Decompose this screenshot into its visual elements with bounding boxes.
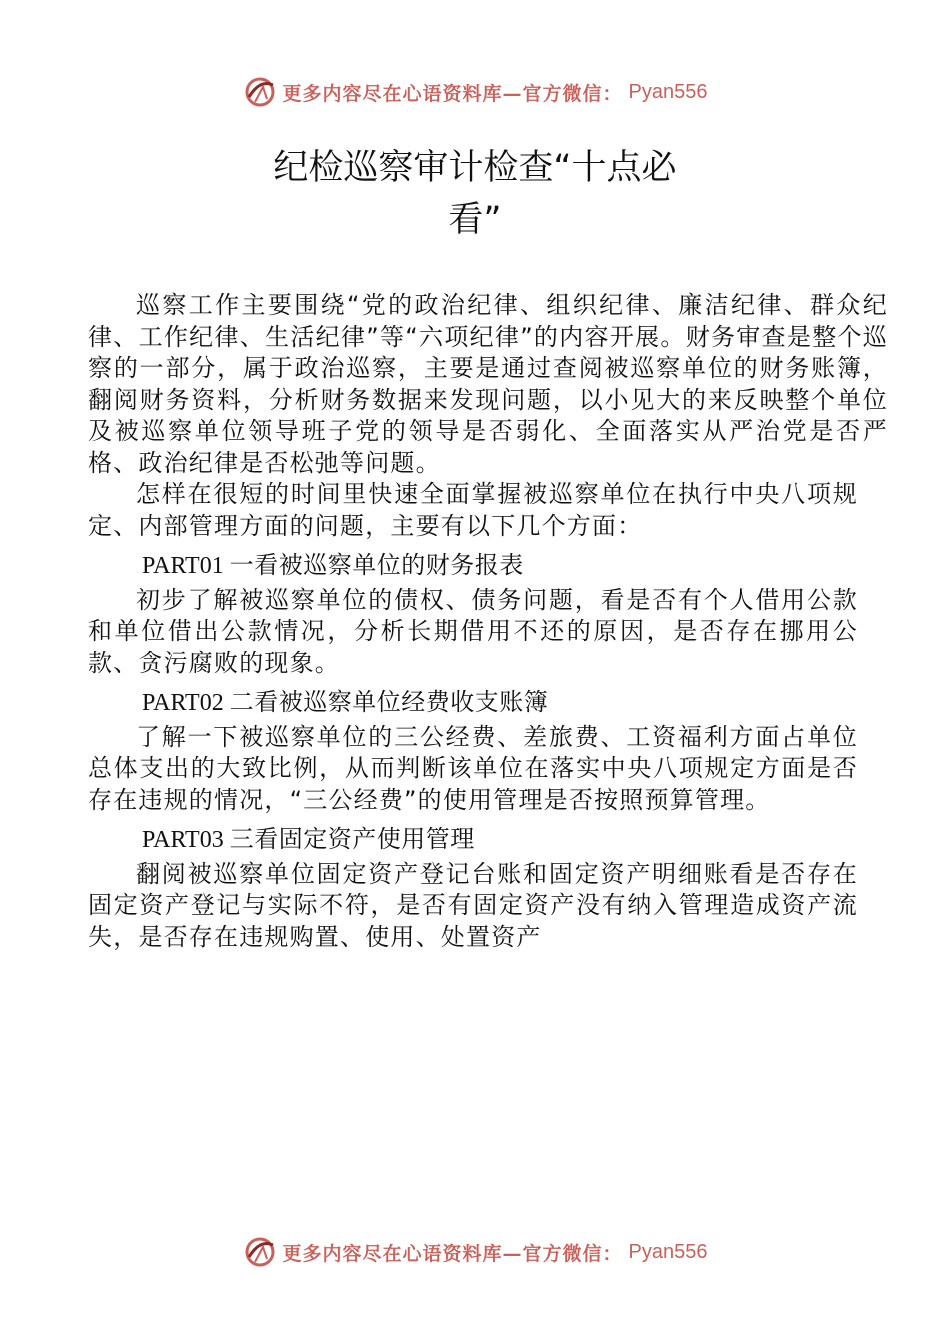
part-02-label: PART02 — [142, 690, 224, 716]
part-03-body: 翻阅被巡察单位固定资产登记台账和固定资产明细账看是否存在固定资产登记与实际不符，是否有固定资产没有纳入管理造成资产流失，是否存在违规购置、使用、处置资产 — [88, 859, 858, 951]
footer-wechat-id: Pyan556 — [628, 1240, 708, 1263]
part-02-title: 二看被巡察单位经费收支账簿 — [229, 688, 549, 716]
title-line-2: 看” — [448, 200, 502, 240]
part-01-label: PART01 — [142, 553, 224, 579]
part-01-title: 一看被巡察单位的财务报表 — [229, 551, 524, 579]
header-banner — [0, 72, 950, 112]
part-01-body: 初步了解被巡察单位的债权、债务问题，看是否有个人借用公款和单位借出公款情况，分析长期借用不还的原因，是否存在挪用公款、贪污腐败的现象。 — [88, 585, 858, 677]
part-03-heading — [88, 824, 888, 857]
part-02-heading — [88, 687, 888, 720]
part-02-body: 了解一下被巡察单位的三公经费、差旅费、工资福利方面占单位总体支出的大致比例，从而判断该单位在落实中央八项规定方面是否存在违规的情况，“三公经费”的使用管理是否按照预算管理。 — [88, 722, 858, 814]
footer-banner-text: 更多内容尽在心语资料库—官方微信： — [282, 1242, 623, 1265]
brand-logo-icon — [243, 1235, 277, 1269]
part-01-heading — [88, 550, 888, 583]
footer-banner — [0, 1232, 950, 1272]
header-banner-text: 更多内容尽在心语资料库—官方微信： — [282, 82, 623, 105]
document-body — [88, 290, 888, 953]
title-line-1: 纪检巡察审计检查“十点必 — [273, 148, 677, 188]
intro-paragraph: 巡察工作主要围绕“党的政治纪律、组织纪律、廉洁纪律、群众纪律、工作纪律、生活纪律”等“六项纪律”的内容开展。财务审查是整个巡察的一部分，属于政治巡察，主要是通过查阅被巡察单位的财务账簿，翻阅财务资料，分析财务数据来发现问题，以小见大的来反映整个单位及被巡察单位领导班子党的领导是否弱化、全面落实从严治党是否严格、政治纪律是否松弛等问题。 — [88, 291, 888, 477]
brand-logo-icon — [243, 75, 277, 109]
question-paragraph: 怎样在很短的时间里快速全面掌握被巡察单位在执行中央八项规定、内部管理方面的问题，主要有以下几个方面： — [88, 480, 858, 540]
header-wechat-id: Pyan556 — [628, 80, 708, 103]
part-03-label: PART03 — [142, 827, 224, 853]
document-title — [0, 142, 950, 246]
part-03-title: 三看固定资产使用管理 — [229, 825, 475, 853]
